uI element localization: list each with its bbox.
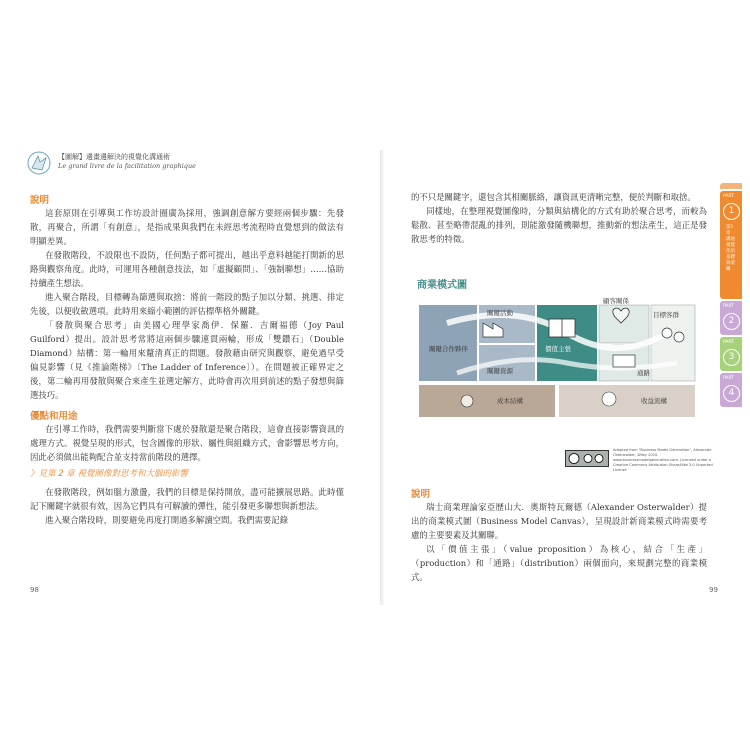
cc-license xyxy=(565,448,715,470)
coin-icon xyxy=(461,395,473,407)
label-key-partners: 關鍵合作夥伴 xyxy=(429,345,468,353)
block-revenue-streams xyxy=(559,385,695,417)
gift-icon xyxy=(549,319,575,337)
section-heading-benefits: 優點和用途 xyxy=(30,411,78,422)
page-number-left: 98 xyxy=(30,586,39,594)
license-text: Adapted from "Business Model Generation", Alexander Osterwalder, Wiley 2010. www.businessmodelgeneration.com. Licensed under a Creative Commons Attribution-ShareAlike 3.0 Unported License xyxy=(613,448,713,472)
book-spine xyxy=(380,150,384,605)
tab-chapter-text: 第1章 溝通視覺化的基礎與架構 xyxy=(726,225,735,272)
book-logo-icon xyxy=(26,150,52,176)
label-cost-structure: 成本結構 xyxy=(497,397,523,405)
label-key-activities: 關鍵活動 xyxy=(487,309,513,317)
tab-label: PART xyxy=(723,194,735,199)
tab-label: PART xyxy=(723,340,735,345)
block-cost-structure xyxy=(419,385,555,417)
left-column xyxy=(30,192,344,527)
tab-number: 1 xyxy=(723,203,740,220)
truck-icon xyxy=(613,355,635,367)
bmc-title: 商業模式圖 xyxy=(417,280,467,291)
cc-by-sa-badge-icon xyxy=(565,450,609,467)
tab-part-4[interactable] xyxy=(720,373,742,407)
label-channels: 通路 xyxy=(637,369,650,377)
tab-part-2[interactable] xyxy=(720,301,742,335)
right-intro xyxy=(411,190,707,246)
tab-label: PART xyxy=(723,304,735,309)
paragraph: 在發散階段，不設限也不設防，任何點子都可提出，越出乎意料越能打開新的思路與觀察角度。此時，可運用各種創意技法，如「虛擬顧問」、「強制聯想」……協助持續產生想法。 xyxy=(30,250,344,288)
label-value-proposition: 價值主張 xyxy=(545,345,571,353)
label-revenue-streams: 收益流構 xyxy=(641,397,667,405)
business-model-canvas-diagram xyxy=(417,293,697,441)
tab-top-accent xyxy=(720,183,742,189)
running-header xyxy=(26,150,378,178)
tab-number: 3 xyxy=(723,349,740,366)
right-description xyxy=(411,486,707,584)
header-title: 【圖解】邊畫邊解決的視覺化溝通術 xyxy=(58,153,170,161)
tab-label: PART xyxy=(723,376,735,381)
paragraph: 進入聚合階段時，則要避免再度打開過多解讀空間。我們需要記錄 xyxy=(45,515,288,525)
paragraph: 這套原則在引導與工作坊設計圈廣為採用，強調創意解方要經兩個步驟：先發散，再聚合，所謂「有創意」，是指成果與我們在未經思考流程時直覺想到的做法有明顯差異。 xyxy=(30,208,344,246)
paragraph: 「發散與聚合思考」由美國心理學家喬伊．保羅．吉爾福德（Joy Paul Guilford）提出。設計思考常將這兩個步驟連貫兩輪，形成「雙鑽石」（Double Diamond）結構：第一輪用來釐清真正的問題。發散藉由研究與觀察，避免過早受偏見影響（見《推論階梯》〔The Ladder of Inference〕）。在問題被正確界定之後，第二輪再用發散與聚合來產生並選定解方，此時會再次用到前述的點子發想與篩選技巧。 xyxy=(30,320,344,400)
tab-number: 4 xyxy=(723,385,740,402)
tab-part-3[interactable] xyxy=(720,337,742,371)
paragraph: 的不只是關鍵字，還包含其相關脈絡，讓資訊更清晰完整，便於判斷和取捨。 xyxy=(411,192,696,202)
tab-part-1[interactable] xyxy=(720,191,742,299)
left-page xyxy=(26,150,378,605)
header-subtitle: Le grand livre de la facilitation graphique xyxy=(58,162,196,170)
paragraph: 同樣地，在整理視覺圖像時，分類與結構化的方式有助於聚合思考，而較為鬆散、甚至略帶混亂的排列，則能激發隨機聯想，推動新的想法產生，這正是發散思考的特徵。 xyxy=(411,206,707,244)
paragraph: 以「價值主張」（value proposition）為核心，結合「生產」（production）和「通路」（distribution）兩個面向，來規劃完整的商業模式。 xyxy=(411,544,707,582)
label-customer-relationships: 顧客關係 xyxy=(603,297,629,305)
section-heading-explanation: 說明 xyxy=(30,195,50,206)
right-page xyxy=(387,150,717,605)
cash-register-icon xyxy=(602,392,616,406)
paragraph: 進入聚合階段，目標轉為篩選與取捨：將前一階段的點子加以分類、挑選、排定先後，以便收斂選項。此時用來縮小範圍的評估標準格外關鍵。 xyxy=(30,292,344,316)
paragraph: 在引導工作時，我們需要判斷當下處於發散還是聚合階段，這會直接影響資訊的處理方式。視覺呈現的形式，包含圖像的形狀、屬性與組織方式，會影響思考方向，因此必須做出能夠配合並支持當前階段的選擇。 xyxy=(30,424,344,462)
tab-number: 2 xyxy=(723,313,740,330)
cross-reference-note: 》見第 2 章 視覺圖像對思考和大腦的影響 xyxy=(30,469,189,479)
paragraph: 在發散階段，例如腦力激盪，我們的目標是保持開放，盡可能擴展思路。此時僅記下關鍵字就很有效，因為它們具有可解讀的彈性，能引發更多聯想與新想法。 xyxy=(30,487,344,511)
label-key-resources: 關鍵資源 xyxy=(487,367,513,375)
label-customer-segments: 目標客群 xyxy=(653,311,679,319)
section-heading-explanation-right: 說明 xyxy=(411,489,431,500)
page-number-right: 99 xyxy=(709,586,718,594)
paragraph: 瑞士商業理論家亞歷山大．奧斯特瓦爾德（Alexander Osterwalder）提出的商業模式圖（Business Model Canvas），呈現設計新商業模式時需要考慮的主要要素及其關聯。 xyxy=(411,502,707,540)
